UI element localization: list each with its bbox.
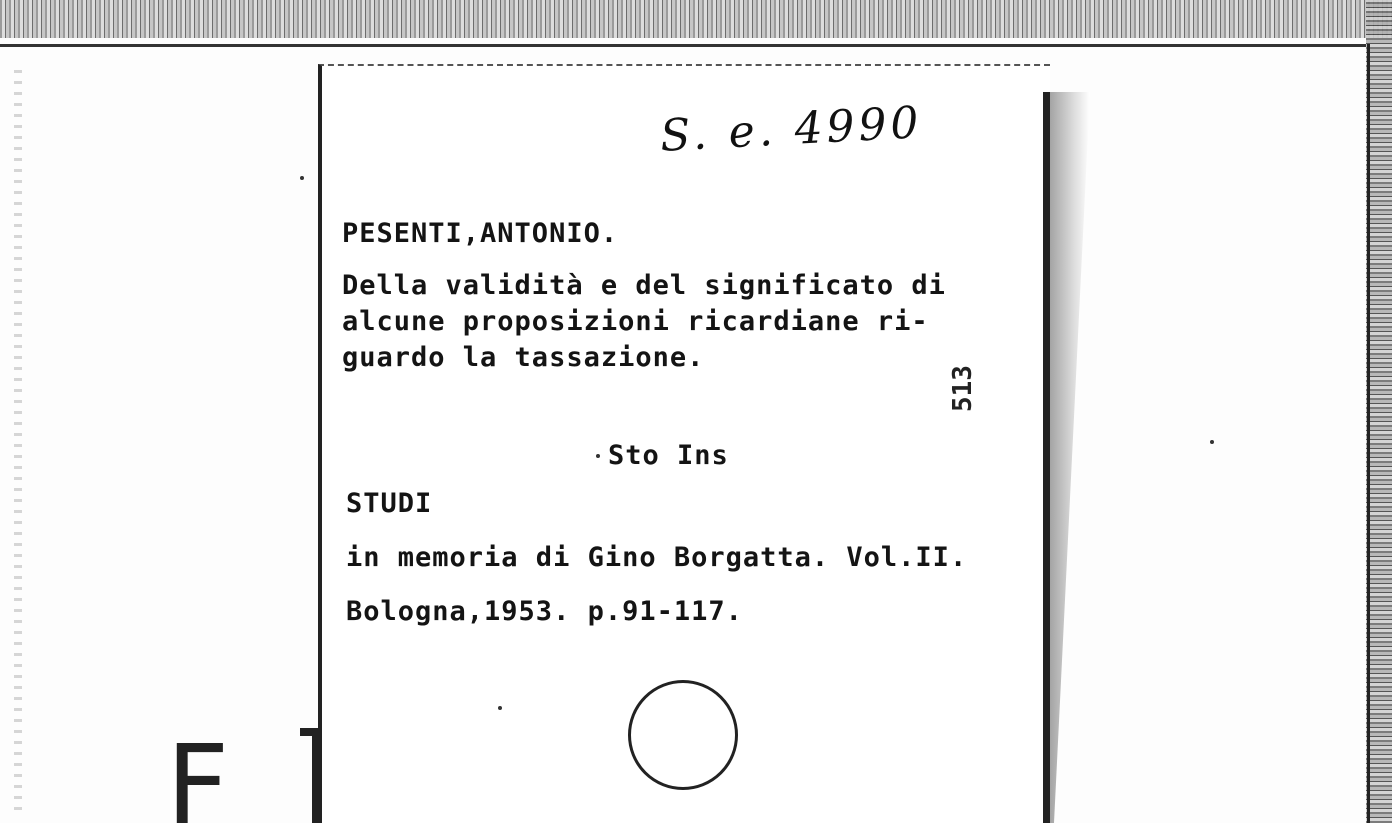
card-edge-shadow: [1050, 92, 1090, 823]
title-line-3: guardo la tassazione.: [342, 342, 705, 373]
dust-speck: [596, 454, 600, 458]
series-heading: STUDI: [346, 488, 433, 519]
title-line-2: alcune proposizioni ricardiane ri-: [342, 306, 929, 337]
scan-left-speckle: [14, 70, 22, 810]
drawer-tab-letter: F: [166, 721, 230, 823]
card-right-edge: [1043, 92, 1050, 823]
scan-right-edge: [1367, 44, 1370, 823]
source-line-1: in memoria di Gino Borgatta. Vol.II.: [346, 542, 968, 573]
location-code: Sto Ins: [608, 440, 729, 471]
card-punch-hole: [628, 680, 738, 790]
author-heading: PESENTI,ANTONIO.: [342, 218, 619, 249]
scan-top-noise: [0, 0, 1392, 38]
dust-speck: [498, 706, 502, 710]
dust-speck: [300, 176, 304, 180]
scan-top-edge: [0, 44, 1370, 47]
source-line-2: Bologna,1953. p.91-117.: [346, 596, 743, 627]
title-line-1: Della validità e del significato di: [342, 270, 946, 301]
handwritten-shelfmark: S. e. 4990: [658, 97, 924, 162]
drawer-bracket-mark: [300, 728, 322, 823]
dust-speck: [1210, 440, 1214, 444]
vertical-call-number: 513: [948, 365, 978, 412]
